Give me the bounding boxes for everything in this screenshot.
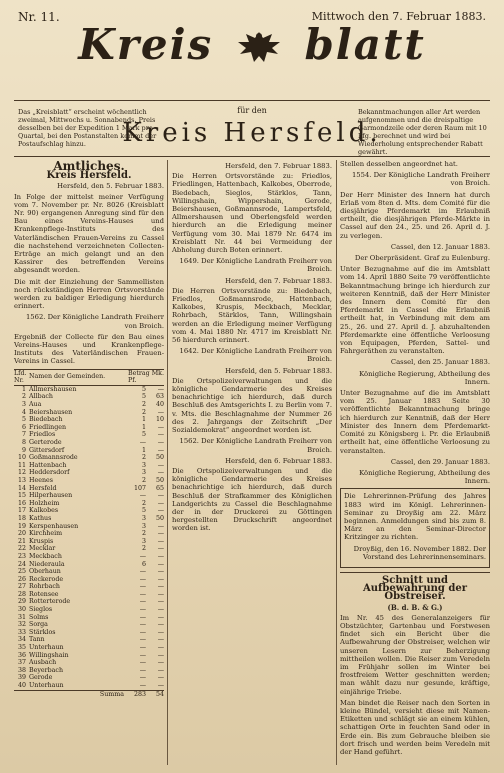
signature: Königliche Regierung, Abtheilung des Innern.: [359, 468, 490, 486]
amount-pfennig: —: [157, 385, 164, 393]
table-row: [14, 424, 164, 432]
boxed-notice: [340, 488, 490, 568]
row-number: 23: [17, 552, 26, 560]
table-row: [14, 492, 164, 500]
row-number: 39: [17, 674, 26, 682]
municipality-name: Mecklar: [29, 545, 56, 553]
municipality-name: Kalkobes: [29, 507, 59, 515]
announcement-text: Der Herr Minister des Innern hat durch Erlaß vom 8ten d. Mts. dem Comité für die diesjährige Pferdemarkt im Erlaubniß ertheilt, die diesjährigen Pferde-Märkte in Cassel auf den 24., 25. und 26. April d. J. zu verlegen.: [340, 190, 490, 240]
amount-pfennig: —: [157, 507, 164, 515]
row-number: 40: [17, 682, 26, 690]
table-row: [14, 682, 164, 690]
table-row: [14, 530, 164, 538]
table-row: [14, 507, 164, 515]
table-row: [14, 636, 164, 644]
row-number: 34: [17, 636, 26, 644]
separator: [340, 572, 490, 573]
amount-mark: —: [139, 651, 146, 659]
municipality-name: Aua: [29, 401, 42, 409]
municipality-name: Hersfeld: [29, 484, 57, 492]
amount-mark: 3: [141, 461, 146, 469]
municipality-name: Niederaula: [29, 560, 65, 568]
title-right: blatt: [304, 20, 426, 69]
row-number: 25: [17, 568, 26, 576]
amount-mark: 6: [141, 560, 146, 568]
row-number: 21: [17, 537, 26, 545]
amount-pfennig: —: [157, 636, 164, 644]
signature: 1562. Der Königliche Landrath Freiherr von Broich.: [179, 437, 332, 454]
municipality-name: Allbach: [29, 393, 53, 401]
row-number: 32: [17, 621, 26, 629]
municipality-name: Gittersdorf: [29, 446, 65, 454]
table-row: [14, 447, 164, 455]
row-number: 20: [17, 530, 26, 538]
municipality-name: Kerspenhausen: [29, 522, 79, 530]
row-number: 4: [21, 408, 26, 416]
signature: Cassel, den 25. Januar 1883.: [390, 358, 490, 367]
collection-table: [14, 369, 164, 699]
signature: 1642. Der Königliche Landrath Freiherr von Broich.: [179, 347, 332, 364]
announcement-text: In Folge der mittelst meiner Verfügung vom 7. November pr. Nr. 8026 (Kreisblatt Nr. 90) ergangenen Anregung sind für den Bau eines Vereins-Hauses und Krankenpflege-Instituts des Vaterländischen Frauen-Vereins zu Cassel die nachstehend verzeichneten Collecten-Erträge an mich gelangt und an den Kassirer des betreffenden Vereins abgesandt worden.: [14, 192, 164, 275]
amount-pfennig: —: [157, 530, 164, 538]
amount-mark: —: [139, 606, 146, 614]
amount-mark: 2: [141, 408, 146, 416]
table-row: [14, 598, 164, 606]
amount-mark: 2: [141, 454, 146, 462]
notice-text: Die Lehrerinnen-Prüfung des Jahres 1883 wird im Königl. Lehrerinnen-Seminar zu Droyßig am 22. März beginnen. Anmeldungen sind bis zum 8. März an den Seminar-Director Kritzinger zu richten.: [344, 492, 486, 542]
column-divider: [167, 160, 168, 765]
column-1: [14, 160, 164, 698]
amount-mark: —: [139, 568, 146, 576]
municipality-name: Biedebach: [29, 416, 63, 424]
table-row: [14, 500, 164, 508]
table-row: [14, 454, 164, 462]
sum-label: Summa: [29, 690, 128, 698]
amount-mark: 5: [141, 431, 146, 439]
table-row: [14, 568, 164, 576]
article-text: Man bindet die Reiser nach den Sorten in kleine Bündel, versieht diese mit Namen-Etiketten und schlägt sie an einem kühlen, schattigen Orte in feuchten Sand oder in Erde ein. Bis zum Gebrauche bleiben sie dort frisch und werden beim Veredeln mit der Hand geführt.: [340, 698, 490, 756]
amount-mark: 1: [141, 416, 146, 424]
row-number: 1: [21, 385, 26, 393]
subscription-note: Das „Kreisblatt“ erscheint wöchentlich zweimal, Mittwochs u. Sonnabends. Preis desselben bei der Expedition 1 Mark pro Quartal, bei den Postanstalten kommt der Postaufschlag hinzu.: [18, 108, 157, 148]
row-number: 38: [17, 666, 26, 674]
table-row: [14, 629, 164, 637]
advertising-note: Bekanntmachungen aller Art werden aufgenommen und die dreispaltige Garmondzeile oder deren Raum mit 10 Pfg. berechnet und wird bei Wiederholung entsprechender Rabatt gewährt.: [358, 108, 487, 156]
amount-mark: 107: [133, 484, 146, 492]
signature: Der Oberpräsident. Graf zu Eulenburg.: [354, 254, 490, 263]
table-row: [14, 606, 164, 614]
amount-pfennig: —: [157, 575, 164, 583]
amount-pfennig: —: [157, 545, 164, 553]
table-row: [14, 545, 164, 553]
dateline: Hersfeld, den 5. Februar 1883.: [225, 366, 332, 375]
amount-mark: 3: [141, 469, 146, 477]
amount-mark: —: [139, 621, 146, 629]
amount-pfennig: —: [157, 568, 164, 576]
notice-signature: Droyßig, den 16. November 1882. Der Vorstand des Lehrerinnenseminars.: [353, 544, 486, 561]
row-number: 26: [17, 575, 26, 583]
amount-pfennig: —: [157, 439, 164, 447]
municipality-name: Stärklos: [29, 628, 56, 636]
row-number: 12: [17, 469, 26, 477]
amount-mark: —: [139, 583, 146, 591]
table-header-amount: Betrag Mk. Pf.: [128, 369, 164, 385]
amount-pfennig: —: [157, 537, 164, 545]
top-rule: [14, 100, 490, 101]
municipality-name: Gerode: [29, 674, 53, 682]
amount-pfennig: —: [157, 499, 164, 507]
table-row: [14, 591, 164, 599]
amount-pfennig: —: [157, 583, 164, 591]
municipality-name: Heenes: [29, 476, 53, 484]
amount-pfennig: 50: [155, 476, 164, 484]
amount-mark: —: [139, 644, 146, 652]
row-number: 13: [17, 476, 26, 484]
row-number: 2: [21, 393, 26, 401]
amount-pfennig: 50: [155, 454, 164, 462]
amount-pfennig: —: [157, 423, 164, 431]
announcement-text: Die mit der Einziehung der Sammellisten noch rückständigen Herren Ortsvorstände werden zu baldiger Erledigung hierdurch erinnert.: [14, 277, 164, 311]
table-row: [14, 614, 164, 622]
table-row: [14, 538, 164, 546]
row-number: 5: [21, 416, 26, 424]
eagle-emblem-icon: [236, 28, 282, 68]
signature: Cassel, den 12. Januar 1883.: [390, 242, 490, 251]
header-rule: [14, 156, 490, 157]
amount-pfennig: —: [157, 682, 164, 690]
amount-mark: 1: [141, 423, 146, 431]
column-2: [172, 160, 332, 536]
municipality-name: Beyerbach: [29, 666, 64, 674]
amount-mark: —: [139, 598, 146, 606]
row-number: 29: [17, 598, 26, 606]
dateline: Hersfeld, den 6. Februar 1883.: [225, 456, 332, 465]
signature: Königliche Regierung, Abtheilung des Innern.: [359, 369, 490, 386]
municipality-name: Gerterode: [29, 439, 62, 447]
row-number: 14: [17, 484, 26, 492]
amount-pfennig: —: [157, 461, 164, 469]
amount-mark: —: [139, 552, 146, 560]
column-3: [340, 160, 490, 759]
municipality-name: Rohrbach: [29, 583, 60, 591]
amount-pfennig: —: [157, 606, 164, 614]
table-header-number: Lfd. Nr.: [14, 369, 29, 385]
amount-mark: 2: [141, 545, 146, 553]
table-row: [14, 652, 164, 660]
table-row: [14, 561, 164, 569]
table-row: [14, 393, 164, 401]
amount-mark: —: [139, 682, 146, 690]
municipality-name: Tann: [29, 636, 45, 644]
row-number: 7: [21, 431, 26, 439]
announcement-text: Stellen desselben angeordnet hat.: [340, 160, 458, 168]
municipality-name: Kirchheim: [29, 530, 63, 538]
issue-number: Nr. 11.: [18, 10, 60, 24]
amount-pfennig: 50: [155, 514, 164, 522]
row-number: 10: [17, 454, 26, 462]
amount-pfennig: —: [157, 651, 164, 659]
municipality-name: Beiershausen: [29, 408, 73, 416]
title-left: Kreis: [78, 20, 214, 69]
row-number: 8: [21, 439, 26, 447]
amount-mark: —: [139, 575, 146, 583]
municipality-name: Reckerode: [29, 575, 64, 583]
municipality-name: Willingshain: [29, 651, 69, 659]
announcement-text: Die Herren Ortsvorstände zu: Friedlos, Friedlingen, Hattenbach, Kalkobes, Oberrode, Biedebach, Sieglos, Stärklos, Tann, Willingshain, Wippershain, Gerode, Beiershausen, Goßmannsrode, Lampertsfeld, Allmershausen und Oberlengsfeld werden hierdurch an die Erledigung meiner Verfügung vom 30. Mai 1879 Nr. 6474 im Kreisblatt Nr. 44 bei Vermeidung der Abholung durch Boten erinnert.: [172, 172, 332, 255]
row-number: 37: [17, 659, 26, 667]
row-number: 24: [17, 560, 26, 568]
table-row: [14, 485, 164, 493]
row-number: 33: [17, 628, 26, 636]
amount-mark: 5: [141, 393, 146, 401]
amount-mark: 5: [141, 507, 146, 515]
sum-pfennig: 54: [146, 690, 164, 698]
article-source: (B. d. B. & G.): [387, 602, 443, 612]
municipality-name: Kathus: [29, 514, 52, 522]
amount-mark: —: [139, 492, 146, 500]
amount-mark: —: [139, 636, 146, 644]
row-number: 18: [17, 514, 26, 522]
row-number: 30: [17, 606, 26, 614]
amount-pfennig: —: [157, 621, 164, 629]
announcement-text: Die Ortspolizeiverwaltungen und die königliche Gendarmerie des Kreises benachrichtige ich hierdurch, daß durch Beschluß des Amtsgerichts I. zu Berlin vom 7. v. Mts. die Beschlagnahme der Nummer 26 des 2. Jahrgangs der Zeitschrift „Der Sozialdemokrat“ angeordnet worden ist.: [172, 376, 332, 435]
municipality-name: Allmershausen: [29, 385, 77, 393]
table-row: [14, 515, 164, 523]
table-row: [14, 477, 164, 485]
amount-mark: 2: [141, 401, 146, 409]
amount-mark: —: [139, 590, 146, 598]
amount-mark: 3: [141, 522, 146, 530]
municipality-name: Unterhaun: [29, 644, 64, 652]
table-row: [14, 659, 164, 667]
district-name: Kreis Hersfeld.: [122, 118, 382, 148]
amount-pfennig: —: [157, 552, 164, 560]
amount-pfennig: —: [157, 446, 164, 454]
row-number: 22: [17, 545, 26, 553]
signature: 1649. Der Königliche Landrath Freiherr von Broich.: [179, 257, 332, 274]
amount-mark: 3: [141, 514, 146, 522]
municipality-name: Rotterterode: [29, 598, 71, 606]
amount-mark: 5: [141, 385, 146, 393]
masthead: [0, 0, 504, 78]
row-number: 3: [21, 401, 26, 409]
row-number: 16: [17, 499, 26, 507]
amount-mark: —: [139, 659, 146, 667]
municipality-name: Unterhaun: [29, 682, 64, 690]
article-heading: Schnitt und Aufbewahrung der Obstreiser.: [363, 574, 467, 603]
issue-date: Mittwoch den 7. Februar 1883.: [311, 10, 486, 23]
amount-pfennig: 10: [155, 416, 164, 424]
amount-mark: —: [139, 666, 146, 674]
amount-pfennig: —: [157, 598, 164, 606]
amount-pfennig: —: [157, 560, 164, 568]
amount-pfennig: 63: [155, 393, 164, 401]
dateline: Hersfeld, den 7. Februar 1883.: [225, 162, 332, 170]
amount-pfennig: —: [157, 666, 164, 674]
municipality-name: Hilperhausen: [29, 492, 73, 500]
row-number: 15: [17, 492, 26, 500]
announcement-text: Die Herren Ortsvorstände zu: Biedebach, Friedlos, Goßmannsrode, Hattenbach, Kalkobes, Kruspis, Meckbach, Mecklar, Rohrbach, Stärklos, Tann, Willingshain werden an die Erledigung meiner Verfügung vom 4. Mai 1880 Nr. 4717 im Kreisblatt Nr. 56 hierdurch erinnert.: [172, 286, 332, 345]
dateline: Hersfeld, den 7. Februar 1883.: [225, 276, 332, 285]
table-row: [14, 644, 164, 652]
dateline: Hersfeld, den 5. Februar 1883.: [57, 182, 164, 191]
amount-mark: 2: [141, 476, 146, 484]
row-number: 31: [17, 613, 26, 621]
amount-pfennig: —: [157, 522, 164, 530]
row-number: 27: [17, 583, 26, 591]
announcement-text: Unter Bezugnahme auf die im Amtsblatt vom 14. April 1880 Seite 79 veröffentlichte Bekanntmachung bringe ich hierdurch zur weiteren Kenntniß, daß der Herr Minister des Innern dem Comité für den Pferdemarkt in Cassel die Erlaubniß ertheilt hat, in Verbindung mit dem am 25., 26. und 27. April d. J. abzuhaltenden Pferdemarkte eine öffentliche Verloosung von Equipagen, Pferden, Sattel- und Fahrgeräthen zu veranstalten.: [340, 265, 490, 356]
amount-mark: —: [139, 439, 146, 447]
municipality-name: Friedlos: [29, 431, 56, 439]
table-row: [14, 385, 164, 393]
amount-mark: —: [139, 628, 146, 636]
signature: 1554. Der Königliche Landrath Freiherr von Broich.: [351, 171, 490, 188]
table-row: [14, 431, 164, 439]
table-caption: Ergebniß der Collecte für den Bau eines Vereins-Hauses und Krankenpflege-Instituts des Vaterländischen Frauen-Vereins in Cassel.: [14, 332, 164, 366]
row-number: 9: [21, 446, 26, 454]
municipality-name: Ausbach: [29, 659, 57, 667]
column-divider: [336, 160, 337, 765]
table-row: [14, 409, 164, 417]
municipality-name: Holzheim: [29, 499, 60, 507]
row-number: 11: [17, 461, 26, 469]
amount-mark: 2: [141, 530, 146, 538]
table-row: [14, 401, 164, 409]
table-row: [14, 621, 164, 629]
municipality-name: Rotensee: [29, 590, 59, 598]
municipality-name: Hattenbach: [29, 461, 67, 469]
table-sum-row: [14, 690, 164, 698]
municipality-name: Solms: [29, 613, 49, 621]
table-row: [14, 462, 164, 470]
municipality-name: Heddersdorf: [29, 469, 70, 477]
row-number: 36: [17, 651, 26, 659]
table-row: [14, 553, 164, 561]
section-subheading: Kreis Hersfeld.: [46, 170, 132, 182]
amount-pfennig: —: [157, 492, 164, 500]
municipality-name: Friedlingen: [29, 423, 67, 431]
section-heading: Amtliches.: [53, 159, 125, 173]
municipality-name: Sieglos: [29, 606, 53, 614]
announcement-text: Die Ortspolizeiverwaltungen und die königliche Gendarmerie des Kreises benachrichtige ich hierdurch, daß durch Beschluß der Strafkammer des Königlichen Landgerichts zu Cassel die Beschlagnahme der in der Druckerei zu Göttingen hergestellten Druckschrift angeordnet worden ist.: [172, 466, 332, 533]
amount-pfennig: —: [157, 659, 164, 667]
signature: 1562. Der Königliche Landrath Freiherr von Broich.: [25, 313, 164, 330]
amount-mark: 1: [141, 446, 146, 454]
row-number: 6: [21, 423, 26, 431]
row-number: 19: [17, 522, 26, 530]
amount-pfennig: 65: [155, 484, 164, 492]
announcement-text: Unter Bezugnahme auf die im Amtsblatt vom 25. Januar 1883 Seite 30 veröffentlichte Bekanntmachung bringe ich hierdurch zur Kenntniß, daß der Herr Minister des Innern dem Pferdemarkt-Comité zu Königsberg i. Pr. die Erlaubniß ertheilt hat, eine öffentliche Verloosung zu veranstalten.: [340, 389, 490, 455]
amount-pfennig: —: [157, 408, 164, 416]
amount-mark: 2: [141, 499, 146, 507]
table-row: [14, 667, 164, 675]
amount-pfennig: —: [157, 628, 164, 636]
table-header-name: Namen der Gemeinden.: [29, 369, 128, 385]
amount-mark: 3: [141, 537, 146, 545]
municipality-name: Kruspis: [29, 537, 54, 545]
sum-mark: 283: [128, 690, 146, 698]
signature: Cassel, den 29. Januar 1883.: [390, 457, 490, 466]
amount-pfennig: —: [157, 613, 164, 621]
municipality-name: Oberhaun: [29, 568, 61, 576]
municipality-name: Meckbach: [29, 552, 62, 560]
row-number: 28: [17, 590, 26, 598]
table-row: [14, 583, 164, 591]
municipality-name: Sorga: [29, 621, 48, 629]
for-the-label: für den: [237, 106, 267, 115]
amount-pfennig: —: [157, 590, 164, 598]
table-row: [14, 674, 164, 682]
municipality-name: Goßmannsrode: [29, 454, 78, 462]
article-text: Im Nr. 45 des Generalanzeigers für Obstzüchter, Gartenbau und Forstwesen findet sich ein Bericht über die Aufbewahrung der Obstreiser, welchen wir unseren Lesern zur Beherzigung mittheilen wollen. Die Reiser zum Veredeln im Frühjahr sollen im Winter bei frostfreiem Wetter geschnitten werden; man wählt dazu nur gesunde, kräftige, einjährige Triebe.: [340, 613, 490, 696]
amount-pfennig: —: [157, 431, 164, 439]
table-row: [14, 576, 164, 584]
amount-pfennig: —: [157, 644, 164, 652]
table-row: [14, 439, 164, 447]
amount-mark: —: [139, 674, 146, 682]
row-number: 17: [17, 507, 26, 515]
newspaper-title: [0, 20, 504, 69]
table-row: [14, 523, 164, 531]
amount-pfennig: 40: [155, 401, 164, 409]
amount-mark: —: [139, 613, 146, 621]
table-row: [14, 469, 164, 477]
amount-pfennig: —: [157, 674, 164, 682]
row-number: 35: [17, 644, 26, 652]
amount-pfennig: —: [157, 469, 164, 477]
table-row: [14, 416, 164, 424]
